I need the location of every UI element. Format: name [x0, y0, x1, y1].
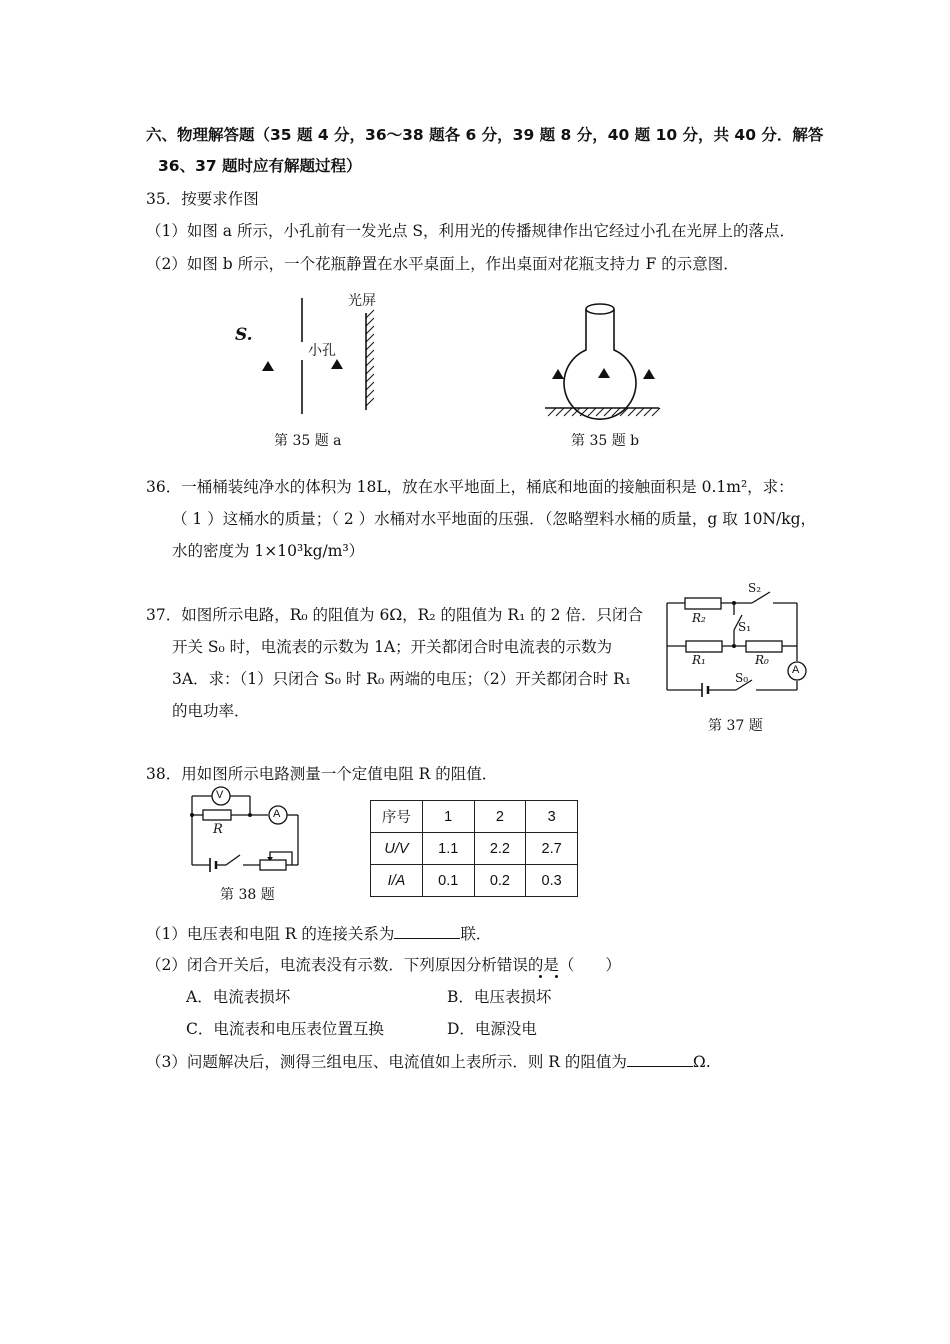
figure-35b-caption: 第 35 题 b: [571, 433, 640, 449]
rheostat: [260, 860, 286, 870]
option-b[interactable]: B．电压表损坏: [447, 988, 552, 1006]
label-s0: S₀: [735, 671, 749, 685]
q35-part2: （2）如图 b 所示，一个花瓶静置在水平桌面上，作出桌面对花瓶支持力 F 的示意图．: [146, 255, 739, 273]
label-resistor-r: R: [213, 822, 223, 837]
table-cell: 2.2: [474, 833, 526, 865]
table-cell: 2.7: [526, 833, 578, 865]
label-s2: S₂: [748, 581, 762, 595]
table-cell: 0.1: [422, 865, 474, 897]
measurement-table: [370, 800, 578, 897]
table-cell: 0.2: [474, 865, 526, 897]
table-cell: 0.3: [526, 865, 578, 897]
q37-line3: 3A．求：（1）只闭合 S₀ 时 R₀ 两端的电压；（2）开关都闭合时 R₁: [172, 670, 632, 688]
label-voltmeter: V: [216, 789, 224, 801]
q37-line1: 37．如图所示电路，R₀ 的阻值为 6Ω，R₂ 的阻值为 R₁ 的 2 倍．只闭合: [146, 606, 643, 624]
answer-blank-1[interactable]: [394, 923, 460, 939]
option-a[interactable]: A．电流表损坏: [186, 988, 291, 1006]
screen-label: 光屏: [348, 293, 376, 309]
table-header-cell: 1: [422, 801, 474, 833]
q35-part1: （1）如图 a 所示，小孔前有一发光点 S，利用光的传播规律作出它经过小孔在光屏上的落点．: [146, 222, 796, 240]
resistor-r: [203, 810, 231, 820]
light-source-label: S.: [235, 325, 253, 345]
q36-line1: 36．一桶桶装纯净水的体积为 18L，放在水平地面上，桶底和地面的接触面积是 0.1m²，求：: [146, 478, 794, 496]
label-r1: R₁: [692, 653, 706, 667]
q38-part2: （2）闭合开关后，电流表没有示数．下列原因分析错误的是（ ）: [146, 956, 621, 974]
figure-38-caption: 第 38 题: [220, 887, 275, 903]
label-ammeter: A: [792, 664, 800, 676]
option-c[interactable]: C．电流表和电压表位置互换: [186, 1020, 384, 1038]
q38-part1-suffix: 联．: [460, 925, 492, 943]
label-r2: R₂: [692, 611, 706, 625]
table-row: [371, 865, 578, 897]
label-s1: S₁: [738, 620, 752, 634]
q38-part1: [146, 923, 491, 944]
answer-blank-2[interactable]: [627, 1051, 693, 1067]
q35-stem: 35．按要求作图: [146, 190, 259, 208]
q37-line4: 的电功率．: [172, 702, 250, 720]
table-cell: U/V: [371, 833, 423, 865]
q38-stem: 38．用如图所示电路测量一个定值电阻 R 的阻值．: [146, 765, 498, 783]
pinhole-label: 小孔: [308, 343, 336, 359]
table-header-cell: 2: [474, 801, 526, 833]
q36-line3: 水的密度为 1×10³kg/m³）: [172, 542, 365, 560]
table-row: [371, 833, 578, 865]
table-cell: 1.1: [422, 833, 474, 865]
q36-line2: （ 1 ）这桶水的质量；（ 2 ）水桶对水平地面的压强．（忽略塑料水桶的质量，g 取 10N/kg，: [172, 510, 817, 528]
figure-35a-caption: 第 35 题 a: [274, 433, 342, 449]
switch-38: [226, 855, 240, 865]
table-header-cell: 3: [526, 801, 578, 833]
label-r0: R₀: [755, 653, 769, 667]
section-heading-line2: 36、37 题时应有解题过程）: [158, 157, 362, 175]
table-cell: I/A: [371, 865, 423, 897]
q38-part3: [146, 1051, 711, 1072]
emphasis-dot: [555, 975, 558, 978]
emphasis-dot: [539, 975, 542, 978]
section-heading-line1: 六、物理解答题（35 题 4 分，36～38 题各 6 分，39 题 8 分，40 题 10 分，共 40 分．解答: [146, 126, 824, 144]
q38-part3-text: （3）问题解决后，测得三组电压、电流值如上表所示．则 R 的阻值为: [146, 1053, 627, 1071]
q37-line2: 开关 S₀ 时，电流表的示数为 1A；开关都闭合时电流表的示数为: [172, 638, 613, 656]
q38-part3-suffix: Ω.: [692, 1053, 711, 1071]
q38-part1-text: （1）电压表和电阻 R 的连接关系为: [146, 925, 395, 943]
table-header-cell: 序号: [371, 801, 423, 833]
option-d[interactable]: D．电源没电: [447, 1020, 537, 1038]
figure-37-caption: 第 37 题: [708, 718, 763, 734]
table-row: [371, 801, 578, 833]
label-ammeter-38: A: [273, 808, 281, 820]
